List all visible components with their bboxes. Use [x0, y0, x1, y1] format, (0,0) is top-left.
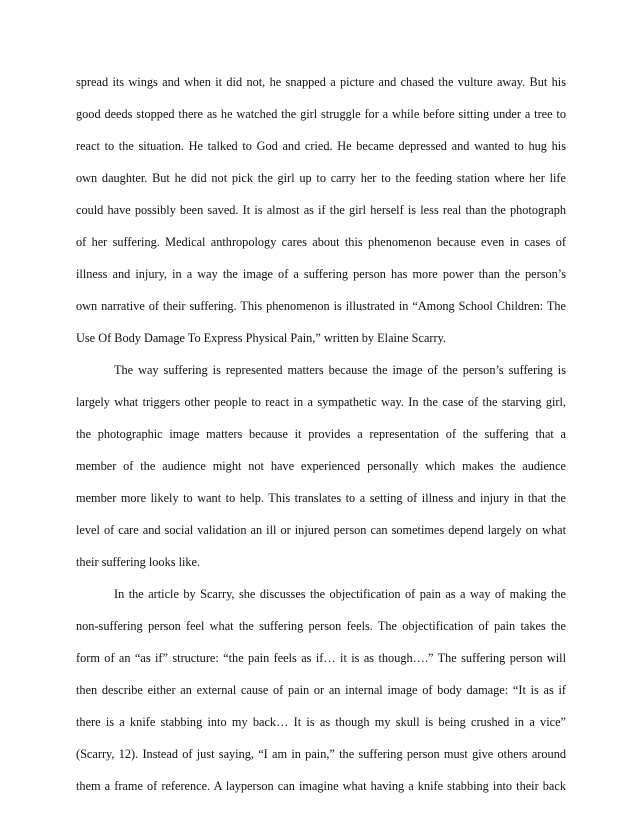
text-line: level of care and social validation an ill or injured person can sometimes depend largely on what	[76, 523, 566, 537]
text-line: there is a knife stabbing into my back… It is as though my skull is being crushed in a vice”	[76, 715, 566, 729]
text-line: react to the situation. He talked to God and cried. He became depressed and wanted to hug his	[76, 139, 566, 153]
text-line: good deeds stopped there as he watched the girl struggle for a while before sitting under a tree to	[76, 107, 566, 121]
text-line: of her suffering. Medical anthropology cares about this phenomenon because even in cases of	[76, 235, 566, 249]
paragraph-first-line: In the article by Scarry, she discusses the objectification of pain as a way of making the	[114, 587, 566, 601]
text-line: own daughter. But he did not pick the girl up to carry her to the feeding station where her life	[76, 171, 566, 185]
text-line: member more likely to want to help. This translates to a setting of illness and injury in that the	[76, 491, 566, 505]
text-line: the photographic image matters because it provides a representation of the suffering that a	[76, 427, 566, 441]
text-line: illness and injury, in a way the image of a suffering person has more power than the person’s	[76, 267, 566, 281]
text-line: them a frame of reference. A layperson can imagine what having a knife stabbing into their back	[76, 779, 566, 793]
text-line: their suffering looks like.	[76, 555, 201, 569]
text-line: own narrative of their suffering. This phenomenon is illustrated in “Among School Children: The	[76, 299, 566, 313]
text-line: spread its wings and when it did not, he snapped a picture and chased the vulture away. But his	[76, 75, 566, 89]
text-line: form of an “as if” structure: “the pain feels as if… it is as though….” The suffering person will	[76, 651, 566, 665]
text-line: Use Of Body Damage To Express Physical Pain,” written by Elaine Scarry.	[76, 331, 447, 345]
text-line: (Scarry, 12). Instead of just saying, “I am in pain,” the suffering person must give others around	[76, 747, 566, 761]
text-line: member of the audience might not have experienced personally which makes the audience	[76, 459, 566, 473]
text-line: could have possibly been saved. It is almost as if the girl herself is less real than the photograph	[76, 203, 566, 217]
text-line: largely what triggers other people to react in a sympathetic way. In the case of the starving girl,	[76, 395, 566, 409]
text-line: non-suffering person feel what the suffering person feels. The objectification of pain takes the	[76, 619, 566, 633]
paragraph-first-line: The way suffering is represented matters because the image of the person’s suffering is	[114, 363, 566, 377]
text-line: then describe either an external cause of pain or an internal image of body damage: “It is as if	[76, 683, 566, 697]
